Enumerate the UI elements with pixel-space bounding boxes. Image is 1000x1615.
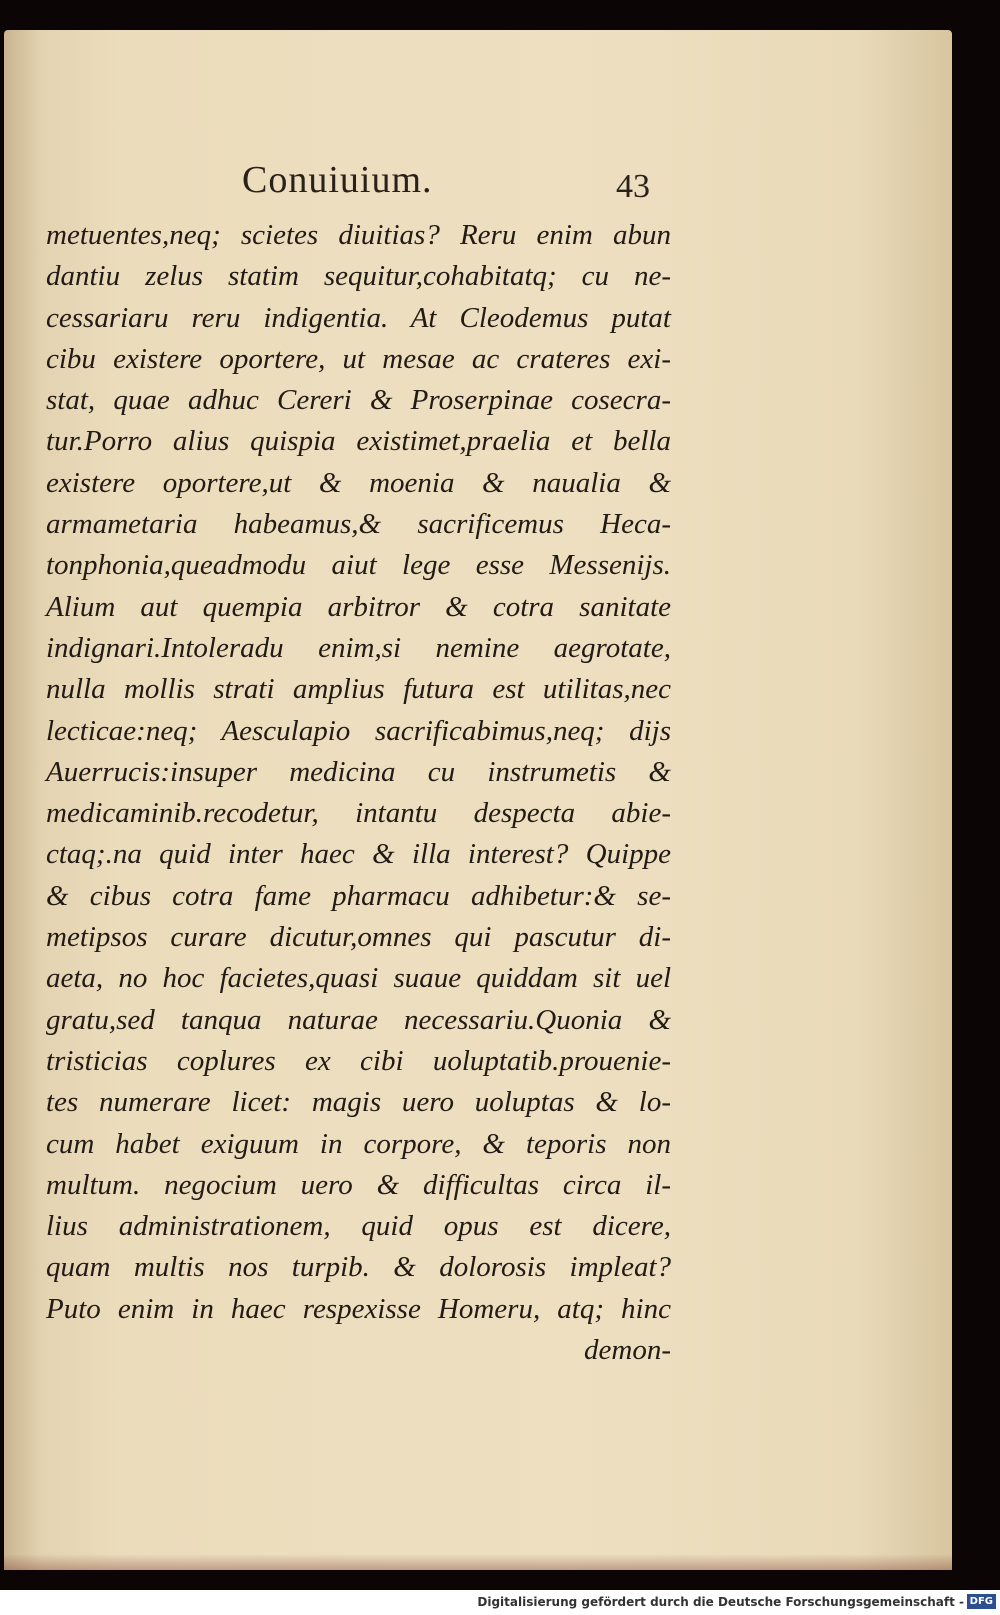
text-line: Puto enim in haec respexisse Homeru, atq; hinc: [46, 1292, 671, 1325]
dfg-logo: DFG: [967, 1594, 996, 1609]
text-line: & cibus cotra fame pharmacu adhibetur:& se-: [46, 879, 671, 912]
text-line: tes numerare licet: magis uero uoluptas & lo-: [46, 1086, 671, 1119]
text-line: ctaq;.na quid inter haec & illa interest? Quippe: [46, 838, 671, 871]
text-line: nulla mollis strati amplius futura est utilitas,nec: [46, 673, 671, 706]
running-head: Conuiuium.: [242, 159, 433, 201]
text-line: quam multis nos turpib. & dolorosis impleat?: [46, 1251, 671, 1284]
text-line: gratu,sed tanqua naturae necessariu.Quonia &: [46, 1003, 671, 1036]
footer-bar: [0, 1590, 1000, 1615]
text-line: demon-: [584, 1334, 671, 1367]
text-line: medicaminib.recodetur, intantu despecta abie-: [46, 797, 671, 830]
book-page: [4, 30, 952, 1570]
text-line: Auerrucis:insuper medicina cu instrumetis &: [46, 755, 671, 788]
text-line: tur.Porro alius quispia existimet,praelia et bella: [46, 425, 671, 458]
text-line: cibu existere oportere, ut mesae ac crateres exi-: [46, 342, 671, 375]
text-line: lecticae:neq; Aesculapio sacrificabimus,neq; dijs: [46, 714, 671, 747]
text-line: tristicias coplures ex cibi uoluptatib.prouenie-: [46, 1044, 671, 1077]
text-line: lius administrationem, quid opus est dicere,: [46, 1210, 671, 1243]
text-line: indignari.Intoleradu enim,si nemine aegrotate,: [46, 631, 671, 664]
text-line: cum habet exiguum in corpore, & teporis non: [46, 1127, 671, 1160]
text-line: dantiu zelus statim sequitur,cohabitatq; cu ne-: [46, 260, 671, 293]
text-line: metuentes,neq; scietes diuitias? Reru enim abun: [46, 219, 671, 251]
text-line: Alium aut quempia arbitror & cotra sanitate: [46, 590, 671, 623]
text-line: stat, quae adhuc Cereri & Proserpinae cosecra-: [46, 384, 671, 417]
text-line: aeta, no hoc facietes,quasi suaue quiddam sit uel: [46, 962, 671, 995]
text-line: existere oportere,ut & moenia & naualia &: [46, 466, 671, 499]
page-number: 43: [616, 168, 650, 205]
text-line: cessariaru reru indigentia. At Cleodemus putat: [46, 301, 671, 334]
funding-credit: Digitalisierung gefördert durch die Deutsche Forschungsgemeinschaft -: [477, 1595, 964, 1609]
text-line: tonphonia,queadmodu aiut lege esse Messenijs.: [46, 549, 671, 582]
text-line: metipsos curare dicutur,omnes qui pascutur di-: [46, 921, 671, 954]
text-line: multum. negocium uero & difficultas circa il-: [46, 1168, 671, 1201]
text-line: armametaria habeamus,& sacrificemus Heca-: [46, 508, 671, 541]
text-block: [46, 215, 671, 1371]
